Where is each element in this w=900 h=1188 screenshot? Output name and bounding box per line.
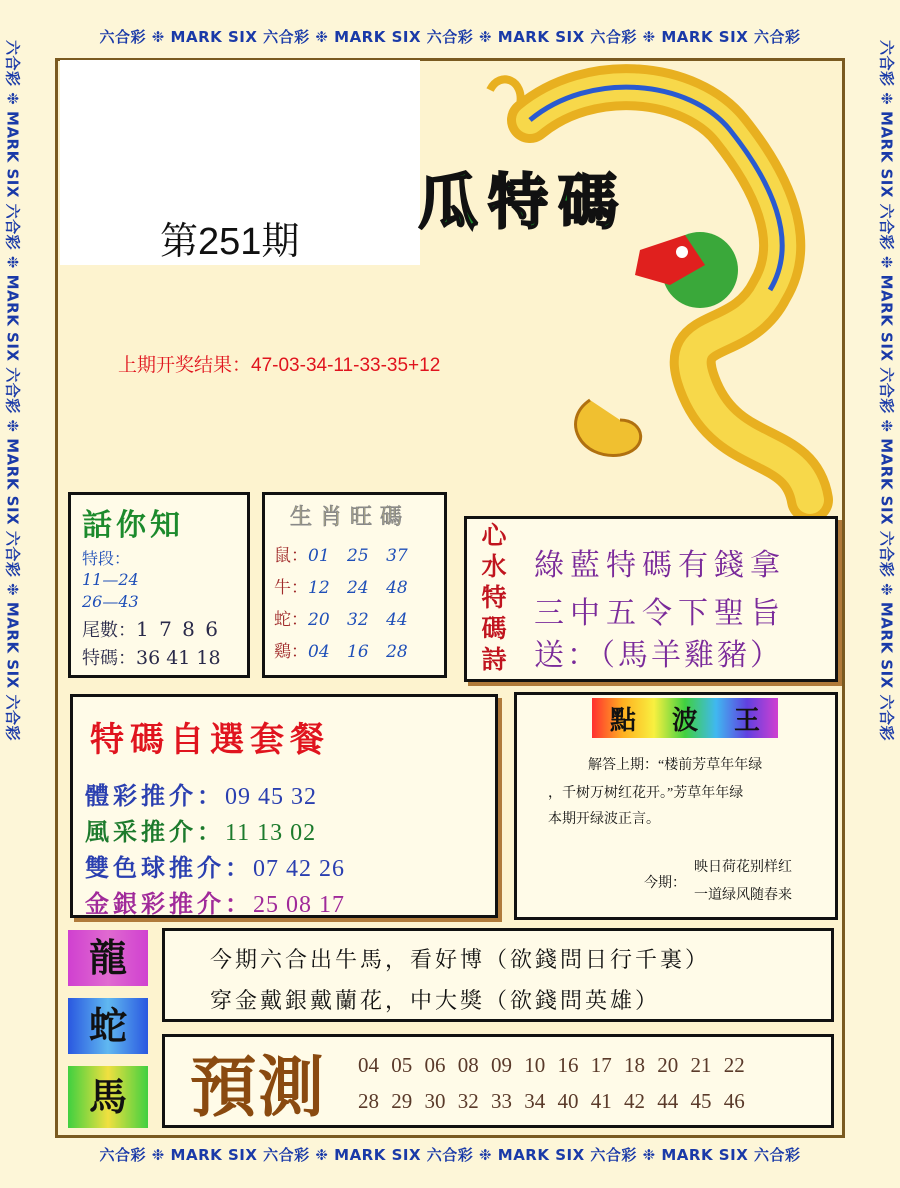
- side-animal-horse: 馬: [68, 1066, 148, 1128]
- dian-bo-wang-title-char: 王: [733, 706, 760, 736]
- special-value: 36 41 18: [136, 647, 221, 669]
- zodiac-row: [274, 541, 408, 573]
- package-row-label: 金銀彩推介：: [85, 889, 253, 918]
- segment-label: 特段：: [82, 549, 131, 568]
- zodiac-title: 生肖旺碼: [290, 505, 411, 530]
- last-result-value: 47-03-34-11-33-35+12: [251, 355, 441, 376]
- last-result: [118, 350, 440, 377]
- poem-line-2: 三中五令下聖旨: [534, 596, 786, 631]
- tail-value: 1 7 8 6: [136, 617, 220, 641]
- right-border-text: 六合彩 ❉ MARK SIX 六合彩 ❉ MARK SIX 六合彩 ❉ MARK SIX 六合彩 ❉ MARK SIX 六合彩: [877, 40, 896, 741]
- package-row: [85, 776, 317, 811]
- zodiac-nums: 12 24 48: [308, 578, 408, 598]
- segment-2: 26—43: [82, 592, 139, 611]
- package-row-value: 07 42 26: [253, 856, 345, 882]
- issue-number: 第251期: [160, 221, 300, 263]
- answer-line-1: 解答上期：“楼前芳草年年绿: [588, 758, 763, 773]
- right-border: [874, 40, 900, 1140]
- zodiac-animal: 鼠：: [274, 546, 308, 566]
- dian-bo-wang-title-char: 點: [609, 706, 636, 736]
- package-row-value: 25 08 17: [253, 892, 345, 918]
- zodiac-nums: 20 32 44: [308, 610, 408, 630]
- poem-line-1: 綠藍特碼有錢拿: [534, 548, 786, 583]
- poem-label-char: 水: [481, 552, 507, 581]
- poem-label-char: 碼: [481, 614, 507, 643]
- zodiac-animal: 蛇：: [274, 610, 308, 630]
- package-row-label: 風采推介：: [85, 817, 225, 846]
- prediction-row-2: 28 29 30 32 33 34 40 41 42 44 45 46: [358, 1089, 745, 1113]
- today-line-1: 映日荷花别样红: [694, 860, 792, 875]
- banner-line-2: 穿金戴銀戴蘭花，中大獎（欲錢問英雄）: [210, 989, 661, 1014]
- side-animal-snake: 蛇: [68, 998, 148, 1054]
- zodiac-row: [274, 573, 408, 605]
- zodiac-animal: 鷄：: [274, 642, 308, 662]
- title-fragment: 瓜特碼: [418, 168, 628, 238]
- poem-label-char: 心: [481, 521, 507, 550]
- prediction-row-1: 04 05 06 08 09 10 16 17 18 20 21 22: [358, 1053, 745, 1077]
- package-row-label: 體彩推介：: [85, 781, 225, 810]
- poem-line-3: 送：（馬羊雞豬）: [534, 638, 783, 673]
- package-row: [85, 812, 316, 847]
- poem-label-char: 詩: [481, 645, 507, 674]
- package-row-value: 09 45 32: [225, 784, 317, 810]
- package-row: [85, 884, 345, 919]
- prediction-title: 預測: [190, 1048, 326, 1126]
- dian-bo-wang-title-char: 波: [671, 706, 698, 736]
- banner-line-1: 今期六合出牛馬，看好博（欲錢問日行千裏）: [210, 948, 711, 973]
- poem-label: [474, 520, 514, 675]
- hua-ni-zhi-title: 話你知: [82, 508, 184, 543]
- poem-label-char: 特: [481, 583, 507, 612]
- special-label: 特碼：: [82, 648, 136, 669]
- segment-1: 11—24: [82, 570, 139, 589]
- answer-line-3: 本期开绿波正言。: [548, 812, 660, 827]
- tail-label: 尾數：: [82, 620, 136, 641]
- last-result-label: 上期开奖结果：: [118, 355, 252, 376]
- bottom-border-text: 六合彩 ❉ MARK SIX 六合彩 ❉ MARK SIX 六合彩 ❉ MARK SIX 六合彩 ❉ MARK SIX 六合彩: [99, 1146, 801, 1164]
- package-title: 特碼自選套餐: [90, 720, 330, 760]
- dragon-illustration: [470, 60, 845, 520]
- zodiac-nums: 01 25 37: [308, 546, 408, 566]
- answer-line-2: ，千树万树红花开。”芳草年年绿: [548, 786, 744, 801]
- zodiac-row: [274, 637, 408, 669]
- tail-row: [82, 616, 220, 642]
- today-label: 今期：: [644, 876, 686, 891]
- zodiac-animal: 牛：: [274, 578, 308, 598]
- left-border: [0, 40, 26, 1140]
- dian-bo-wang-title: [592, 700, 778, 737]
- special-row: [82, 644, 221, 670]
- package-row: [85, 848, 345, 883]
- top-border-text: 六合彩 ❉ MARK SIX 六合彩 ❉ MARK SIX 六合彩 ❉ MARK SIX 六合彩 ❉ MARK SIX 六合彩: [99, 28, 801, 46]
- side-animal-dragon: 龍: [68, 930, 148, 986]
- package-row-value: 11 13 02: [225, 820, 317, 846]
- zodiac-list: [274, 541, 408, 669]
- zodiac-row: [274, 605, 408, 637]
- today-line-2: 一道绿风随春来: [694, 888, 792, 903]
- left-border-text: 六合彩 ❉ MARK SIX 六合彩 ❉ MARK SIX 六合彩 ❉ MARK SIX 六合彩 ❉ MARK SIX 六合彩: [3, 40, 22, 741]
- zodiac-nums: 04 16 28: [308, 642, 408, 662]
- package-row-label: 雙色球推介：: [85, 853, 253, 882]
